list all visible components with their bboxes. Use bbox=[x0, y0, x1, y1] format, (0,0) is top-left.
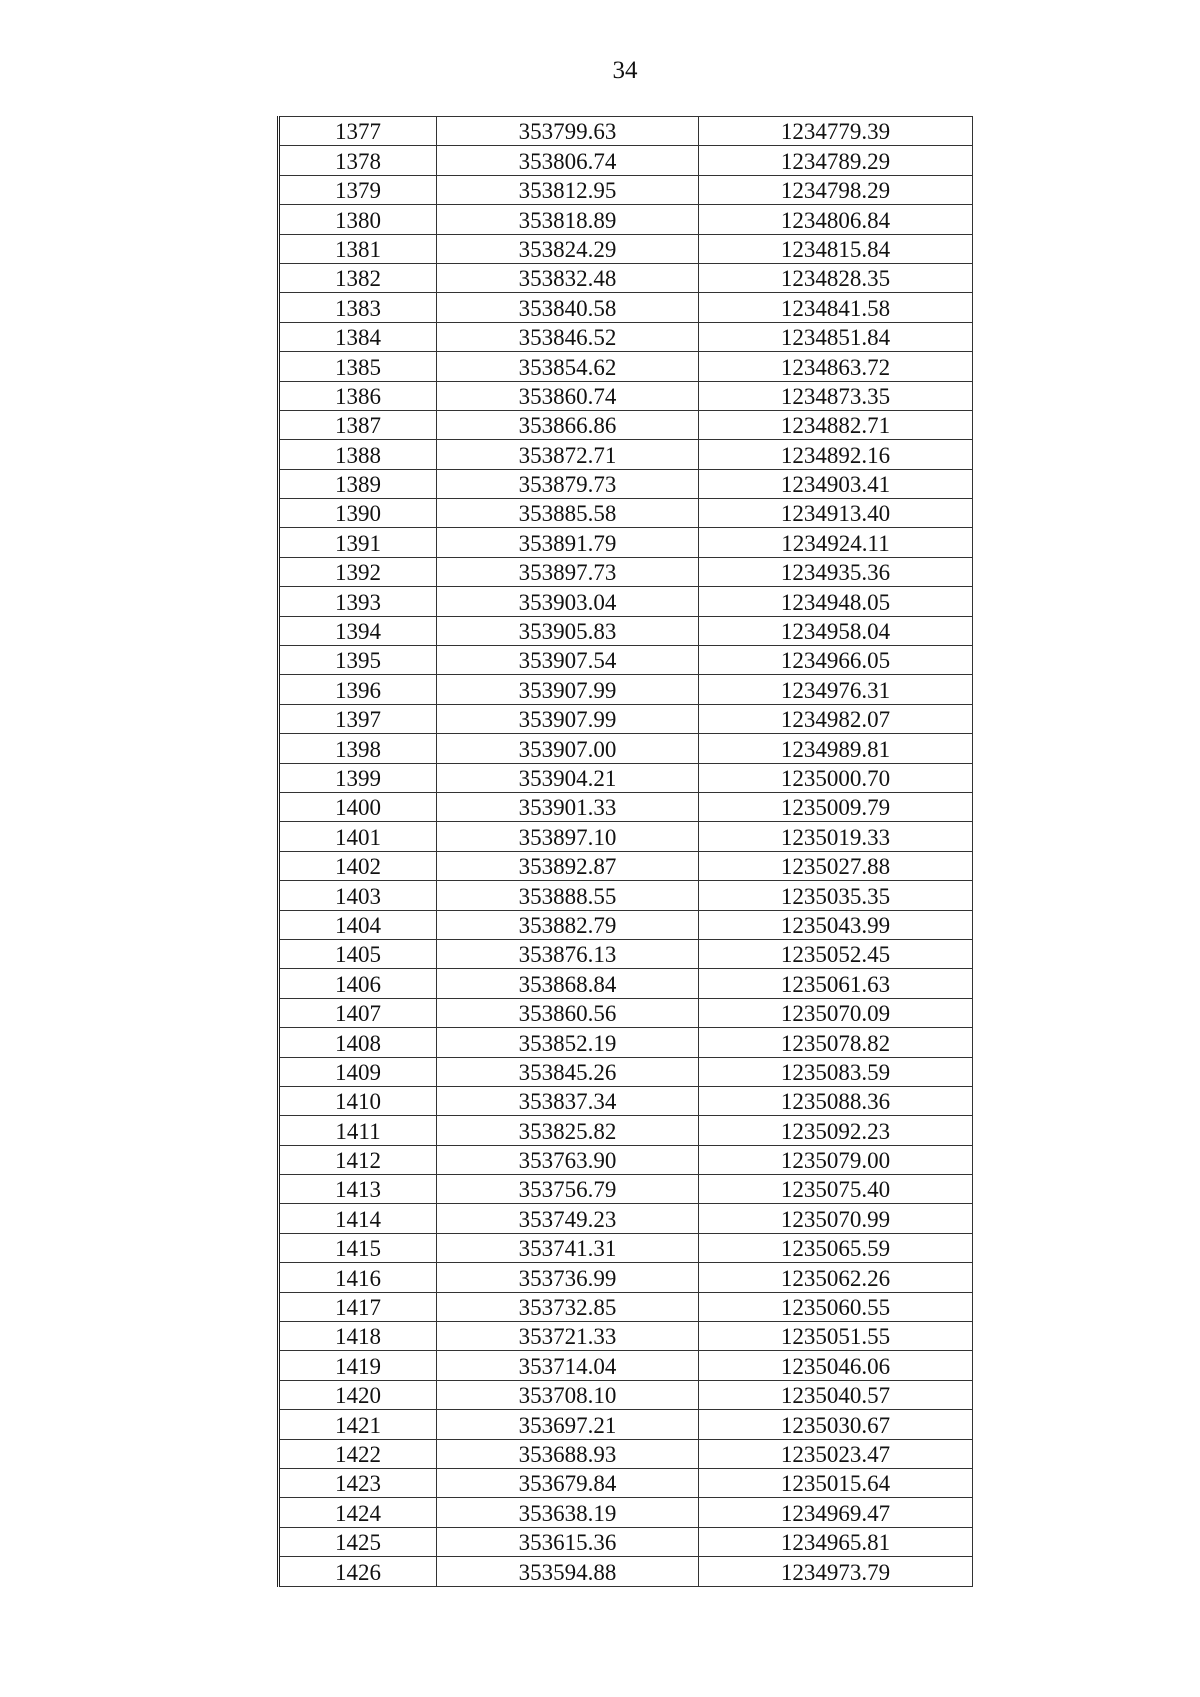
point-number-cell: 1377 bbox=[279, 117, 437, 146]
x-coordinate-cell: 353749.23 bbox=[437, 1204, 699, 1233]
x-coordinate-cell: 353876.13 bbox=[437, 939, 699, 968]
y-coordinate-cell: 1234965.81 bbox=[699, 1527, 973, 1556]
x-coordinate-cell: 353852.19 bbox=[437, 1028, 699, 1057]
point-number-cell: 1418 bbox=[279, 1322, 437, 1351]
y-coordinate-cell: 1235035.35 bbox=[699, 881, 973, 910]
x-coordinate-cell: 353721.33 bbox=[437, 1322, 699, 1351]
point-number-cell: 1395 bbox=[279, 646, 437, 675]
table-row bbox=[279, 1204, 973, 1233]
y-coordinate-cell: 1234841.58 bbox=[699, 293, 973, 322]
point-number-cell: 1425 bbox=[279, 1527, 437, 1556]
point-number-cell: 1406 bbox=[279, 969, 437, 998]
y-coordinate-cell: 1234798.29 bbox=[699, 175, 973, 204]
y-coordinate-cell: 1234828.35 bbox=[699, 263, 973, 292]
y-coordinate-cell: 1235009.79 bbox=[699, 792, 973, 821]
table-row bbox=[279, 293, 973, 322]
table-row bbox=[279, 352, 973, 381]
y-coordinate-cell: 1235027.88 bbox=[699, 851, 973, 880]
point-number-cell: 1405 bbox=[279, 939, 437, 968]
table-row bbox=[279, 1028, 973, 1057]
x-coordinate-cell: 353679.84 bbox=[437, 1468, 699, 1497]
point-number-cell: 1422 bbox=[279, 1439, 437, 1468]
x-coordinate-cell: 353615.36 bbox=[437, 1527, 699, 1556]
point-number-cell: 1391 bbox=[279, 528, 437, 557]
y-coordinate-cell: 1234863.72 bbox=[699, 352, 973, 381]
y-coordinate-cell: 1234958.04 bbox=[699, 616, 973, 645]
point-number-cell: 1382 bbox=[279, 263, 437, 292]
y-coordinate-cell: 1234779.39 bbox=[699, 117, 973, 146]
x-coordinate-cell: 353879.73 bbox=[437, 469, 699, 498]
x-coordinate-cell: 353907.54 bbox=[437, 646, 699, 675]
table-row bbox=[279, 734, 973, 763]
table-row bbox=[279, 1351, 973, 1380]
point-number-cell: 1415 bbox=[279, 1233, 437, 1262]
table-row bbox=[279, 1439, 973, 1468]
point-number-cell: 1403 bbox=[279, 881, 437, 910]
table-row bbox=[279, 704, 973, 733]
x-coordinate-cell: 353837.34 bbox=[437, 1086, 699, 1115]
x-coordinate-cell: 353882.79 bbox=[437, 910, 699, 939]
table-row bbox=[279, 1322, 973, 1351]
y-coordinate-cell: 1234976.31 bbox=[699, 675, 973, 704]
table-row bbox=[279, 616, 973, 645]
table-row bbox=[279, 469, 973, 498]
x-coordinate-cell: 353840.58 bbox=[437, 293, 699, 322]
table-row bbox=[279, 792, 973, 821]
point-number-cell: 1402 bbox=[279, 851, 437, 880]
x-coordinate-cell: 353697.21 bbox=[437, 1410, 699, 1439]
y-coordinate-cell: 1234903.41 bbox=[699, 469, 973, 498]
table-row bbox=[279, 528, 973, 557]
x-coordinate-cell: 353638.19 bbox=[437, 1498, 699, 1527]
x-coordinate-cell: 353806.74 bbox=[437, 146, 699, 175]
table-row bbox=[279, 969, 973, 998]
x-coordinate-cell: 353594.88 bbox=[437, 1557, 699, 1586]
y-coordinate-cell: 1235019.33 bbox=[699, 822, 973, 851]
point-number-cell: 1399 bbox=[279, 763, 437, 792]
table-row bbox=[279, 1410, 973, 1439]
x-coordinate-cell: 353892.87 bbox=[437, 851, 699, 880]
page-number: 34 bbox=[612, 57, 638, 84]
table-row bbox=[279, 939, 973, 968]
x-coordinate-cell: 353832.48 bbox=[437, 263, 699, 292]
x-coordinate-cell: 353736.99 bbox=[437, 1263, 699, 1292]
x-coordinate-cell: 353907.00 bbox=[437, 734, 699, 763]
x-coordinate-cell: 353799.63 bbox=[437, 117, 699, 146]
table-row bbox=[279, 410, 973, 439]
y-coordinate-cell: 1234966.05 bbox=[699, 646, 973, 675]
coordinate-table-body bbox=[279, 117, 973, 1587]
point-number-cell: 1386 bbox=[279, 381, 437, 410]
table-row bbox=[279, 117, 973, 146]
x-coordinate-cell: 353688.93 bbox=[437, 1439, 699, 1468]
y-coordinate-cell: 1235052.45 bbox=[699, 939, 973, 968]
y-coordinate-cell: 1234969.47 bbox=[699, 1498, 973, 1527]
point-number-cell: 1398 bbox=[279, 734, 437, 763]
point-number-cell: 1423 bbox=[279, 1468, 437, 1497]
point-number-cell: 1408 bbox=[279, 1028, 437, 1057]
point-number-cell: 1410 bbox=[279, 1086, 437, 1115]
y-coordinate-cell: 1234789.29 bbox=[699, 146, 973, 175]
y-coordinate-cell: 1234873.35 bbox=[699, 381, 973, 410]
x-coordinate-cell: 353708.10 bbox=[437, 1380, 699, 1409]
x-coordinate-cell: 353901.33 bbox=[437, 792, 699, 821]
y-coordinate-cell: 1235061.63 bbox=[699, 969, 973, 998]
y-coordinate-cell: 1235092.23 bbox=[699, 1116, 973, 1145]
y-coordinate-cell: 1234806.84 bbox=[699, 205, 973, 234]
x-coordinate-cell: 353860.56 bbox=[437, 998, 699, 1027]
x-coordinate-cell: 353818.89 bbox=[437, 205, 699, 234]
x-coordinate-cell: 353891.79 bbox=[437, 528, 699, 557]
y-coordinate-cell: 1234882.71 bbox=[699, 410, 973, 439]
x-coordinate-cell: 353904.21 bbox=[437, 763, 699, 792]
table-row bbox=[279, 910, 973, 939]
point-number-cell: 1414 bbox=[279, 1204, 437, 1233]
point-number-cell: 1388 bbox=[279, 440, 437, 469]
point-number-cell: 1401 bbox=[279, 822, 437, 851]
y-coordinate-cell: 1235083.59 bbox=[699, 1057, 973, 1086]
x-coordinate-cell: 353845.26 bbox=[437, 1057, 699, 1086]
point-number-cell: 1400 bbox=[279, 792, 437, 821]
table-row bbox=[279, 381, 973, 410]
table-row bbox=[279, 675, 973, 704]
x-coordinate-cell: 353812.95 bbox=[437, 175, 699, 204]
y-coordinate-cell: 1234924.11 bbox=[699, 528, 973, 557]
x-coordinate-cell: 353846.52 bbox=[437, 322, 699, 351]
table-row bbox=[279, 646, 973, 675]
table-row bbox=[279, 763, 973, 792]
x-coordinate-cell: 353868.84 bbox=[437, 969, 699, 998]
point-number-cell: 1385 bbox=[279, 352, 437, 381]
point-number-cell: 1419 bbox=[279, 1351, 437, 1380]
x-coordinate-cell: 353907.99 bbox=[437, 675, 699, 704]
y-coordinate-cell: 1234935.36 bbox=[699, 557, 973, 586]
point-number-cell: 1387 bbox=[279, 410, 437, 439]
table-row bbox=[279, 998, 973, 1027]
y-coordinate-cell: 1235060.55 bbox=[699, 1292, 973, 1321]
point-number-cell: 1407 bbox=[279, 998, 437, 1027]
table-row bbox=[279, 1468, 973, 1497]
table-row bbox=[279, 881, 973, 910]
point-number-cell: 1411 bbox=[279, 1116, 437, 1145]
point-number-cell: 1413 bbox=[279, 1175, 437, 1204]
point-number-cell: 1409 bbox=[279, 1057, 437, 1086]
point-number-cell: 1392 bbox=[279, 557, 437, 586]
y-coordinate-cell: 1235051.55 bbox=[699, 1322, 973, 1351]
point-number-cell: 1393 bbox=[279, 587, 437, 616]
table-row bbox=[279, 322, 973, 351]
table-row bbox=[279, 851, 973, 880]
point-number-cell: 1412 bbox=[279, 1145, 437, 1174]
table-row bbox=[279, 146, 973, 175]
x-coordinate-cell: 353897.10 bbox=[437, 822, 699, 851]
x-coordinate-cell: 353885.58 bbox=[437, 499, 699, 528]
x-coordinate-cell: 353888.55 bbox=[437, 881, 699, 910]
y-coordinate-cell: 1235079.00 bbox=[699, 1145, 973, 1174]
point-number-cell: 1380 bbox=[279, 205, 437, 234]
y-coordinate-cell: 1235040.57 bbox=[699, 1380, 973, 1409]
y-coordinate-cell: 1235023.47 bbox=[699, 1439, 973, 1468]
x-coordinate-cell: 353824.29 bbox=[437, 234, 699, 263]
table-row bbox=[279, 1086, 973, 1115]
x-coordinate-cell: 353866.86 bbox=[437, 410, 699, 439]
table-row bbox=[279, 1057, 973, 1086]
y-coordinate-cell: 1235043.99 bbox=[699, 910, 973, 939]
y-coordinate-cell: 1234989.81 bbox=[699, 734, 973, 763]
point-number-cell: 1416 bbox=[279, 1263, 437, 1292]
y-coordinate-cell: 1235088.36 bbox=[699, 1086, 973, 1115]
point-number-cell: 1426 bbox=[279, 1557, 437, 1586]
y-coordinate-cell: 1234892.16 bbox=[699, 440, 973, 469]
y-coordinate-cell: 1235070.99 bbox=[699, 1204, 973, 1233]
table-row bbox=[279, 499, 973, 528]
table-row bbox=[279, 587, 973, 616]
y-coordinate-cell: 1235046.06 bbox=[699, 1351, 973, 1380]
y-coordinate-cell: 1235065.59 bbox=[699, 1233, 973, 1262]
table-row bbox=[279, 1380, 973, 1409]
x-coordinate-cell: 353872.71 bbox=[437, 440, 699, 469]
table-row bbox=[279, 234, 973, 263]
y-coordinate-cell: 1235000.70 bbox=[699, 763, 973, 792]
point-number-cell: 1417 bbox=[279, 1292, 437, 1321]
point-number-cell: 1389 bbox=[279, 469, 437, 498]
point-number-cell: 1378 bbox=[279, 146, 437, 175]
y-coordinate-cell: 1235070.09 bbox=[699, 998, 973, 1027]
x-coordinate-cell: 353903.04 bbox=[437, 587, 699, 616]
point-number-cell: 1397 bbox=[279, 704, 437, 733]
y-coordinate-cell: 1234982.07 bbox=[699, 704, 973, 733]
point-number-cell: 1396 bbox=[279, 675, 437, 704]
table-row bbox=[279, 1527, 973, 1556]
point-number-cell: 1421 bbox=[279, 1410, 437, 1439]
x-coordinate-cell: 353714.04 bbox=[437, 1351, 699, 1380]
table-row bbox=[279, 1263, 973, 1292]
y-coordinate-cell: 1234815.84 bbox=[699, 234, 973, 263]
x-coordinate-cell: 353825.82 bbox=[437, 1116, 699, 1145]
x-coordinate-cell: 353860.74 bbox=[437, 381, 699, 410]
table-row bbox=[279, 205, 973, 234]
point-number-cell: 1379 bbox=[279, 175, 437, 204]
x-coordinate-cell: 353907.99 bbox=[437, 704, 699, 733]
table-row bbox=[279, 1116, 973, 1145]
y-coordinate-cell: 1234913.40 bbox=[699, 499, 973, 528]
table-row bbox=[279, 1175, 973, 1204]
x-coordinate-cell: 353732.85 bbox=[437, 1292, 699, 1321]
table-row bbox=[279, 822, 973, 851]
table-row bbox=[279, 263, 973, 292]
table-row bbox=[279, 1557, 973, 1586]
point-number-cell: 1394 bbox=[279, 616, 437, 645]
table-row bbox=[279, 440, 973, 469]
coordinate-table bbox=[277, 116, 973, 1587]
table-row bbox=[279, 1145, 973, 1174]
point-number-cell: 1384 bbox=[279, 322, 437, 351]
x-coordinate-cell: 353741.31 bbox=[437, 1233, 699, 1262]
x-coordinate-cell: 353897.73 bbox=[437, 557, 699, 586]
point-number-cell: 1381 bbox=[279, 234, 437, 263]
y-coordinate-cell: 1234973.79 bbox=[699, 1557, 973, 1586]
x-coordinate-cell: 353756.79 bbox=[437, 1175, 699, 1204]
y-coordinate-cell: 1235015.64 bbox=[699, 1468, 973, 1497]
y-coordinate-cell: 1235075.40 bbox=[699, 1175, 973, 1204]
point-number-cell: 1383 bbox=[279, 293, 437, 322]
x-coordinate-cell: 353763.90 bbox=[437, 1145, 699, 1174]
point-number-cell: 1404 bbox=[279, 910, 437, 939]
y-coordinate-cell: 1234948.05 bbox=[699, 587, 973, 616]
point-number-cell: 1390 bbox=[279, 499, 437, 528]
table-row bbox=[279, 1498, 973, 1527]
y-coordinate-cell: 1235062.26 bbox=[699, 1263, 973, 1292]
point-number-cell: 1420 bbox=[279, 1380, 437, 1409]
table-row bbox=[279, 175, 973, 204]
y-coordinate-cell: 1235078.82 bbox=[699, 1028, 973, 1057]
table-row bbox=[279, 1233, 973, 1262]
x-coordinate-cell: 353854.62 bbox=[437, 352, 699, 381]
y-coordinate-cell: 1234851.84 bbox=[699, 322, 973, 351]
point-number-cell: 1424 bbox=[279, 1498, 437, 1527]
table-row bbox=[279, 1292, 973, 1321]
x-coordinate-cell: 353905.83 bbox=[437, 616, 699, 645]
y-coordinate-cell: 1235030.67 bbox=[699, 1410, 973, 1439]
table-row bbox=[279, 557, 973, 586]
